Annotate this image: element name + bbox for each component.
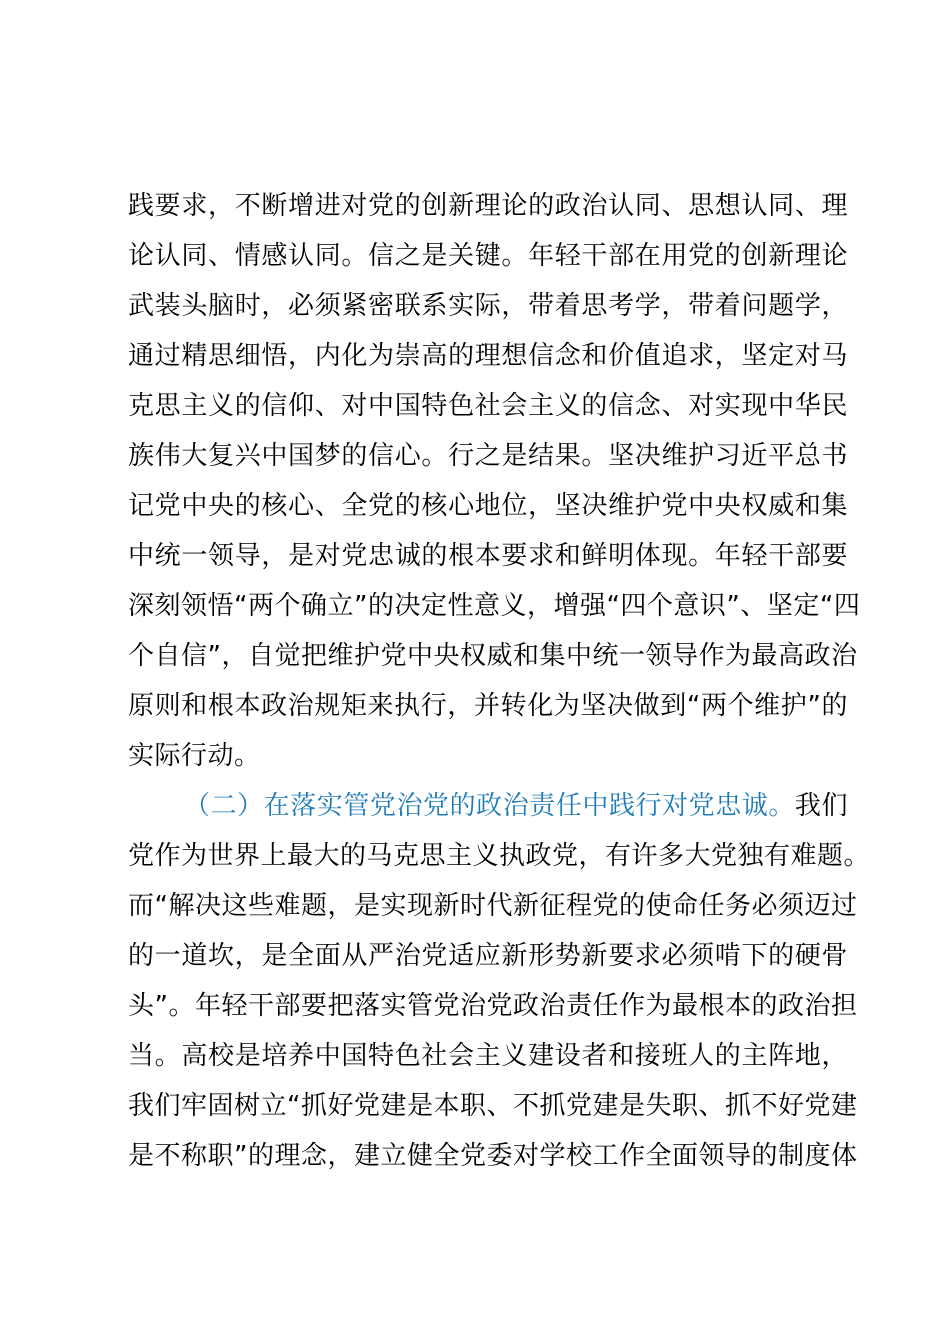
text-line-11: 原则和根本政治规矩来执行，并转化为坚决做到“两个维护”的 [128,691,848,721]
text-line-6: 族伟大复兴中国梦的信心。行之是结果。坚决维护习近平总书 [128,441,848,471]
section-line-6: 我们牢固树立“抓好党建是本职、不抓党建是失职、抓不好党建 [128,1091,858,1121]
text-line-7: 记党中央的核心、全党的核心地位，坚决维护党中央权威和集 [128,491,848,521]
section-line-3: 的一道坎，是全面从严治党适应新形势新要求必须啃下的硬骨 [128,941,848,971]
section-line-2: 而“解决这些难题，是实现新时代新征程党的使命任务必须迈过 [128,891,858,921]
section-line-1: 党作为世界上最大的马克思主义执政党，有许多大党独有难题。 [128,841,871,871]
text-line-5: 克思主义的信仰、对中国特色社会主义的信念、对实现中华民 [128,391,848,421]
section-line-4: 头”。年轻干部要把落实管党治党政治责任作为最根本的政治担 [128,991,858,1021]
text-line-3: 武装头脑时，必须紧密联系实际，带着思考学，带着问题学， [128,291,848,321]
section-heading-line [128,781,848,831]
text-line-4: 通过精思细悟，内化为崇高的理想信念和价值追求，坚定对马 [128,341,848,371]
section-line-7: 是不称职”的理念，建立健全党委对学校工作全面领导的制度体 [128,1141,858,1171]
text-line-8: 中统一领导，是对党忠诚的根本要求和鲜明体现。年轻干部要 [128,541,848,571]
document-body [128,181,871,1181]
text-line-1: 践要求，不断增进对党的创新理论的政治认同、思想认同、理 [128,191,848,221]
section-heading: （二）在落实管党治党的政治责任中践行对党忠诚。 [184,791,795,821]
section-heading-continuation: 我们 [794,791,848,821]
text-line-2: 论认同、情感认同。信之是关键。年轻干部在用党的创新理论 [128,241,848,271]
section-line-5: 当。高校是培养中国特色社会主义建设者和接班人的主阵地， [128,1041,848,1071]
text-line-9: 深刻领悟“两个确立”的决定性意义，增强“四个意识”、坚定“四 [128,591,861,621]
text-line-10: 个自信”，自觉把维护党中央权威和集中统一领导作为最高政治 [128,641,858,671]
text-line-12: 实际行动。 [128,741,261,771]
